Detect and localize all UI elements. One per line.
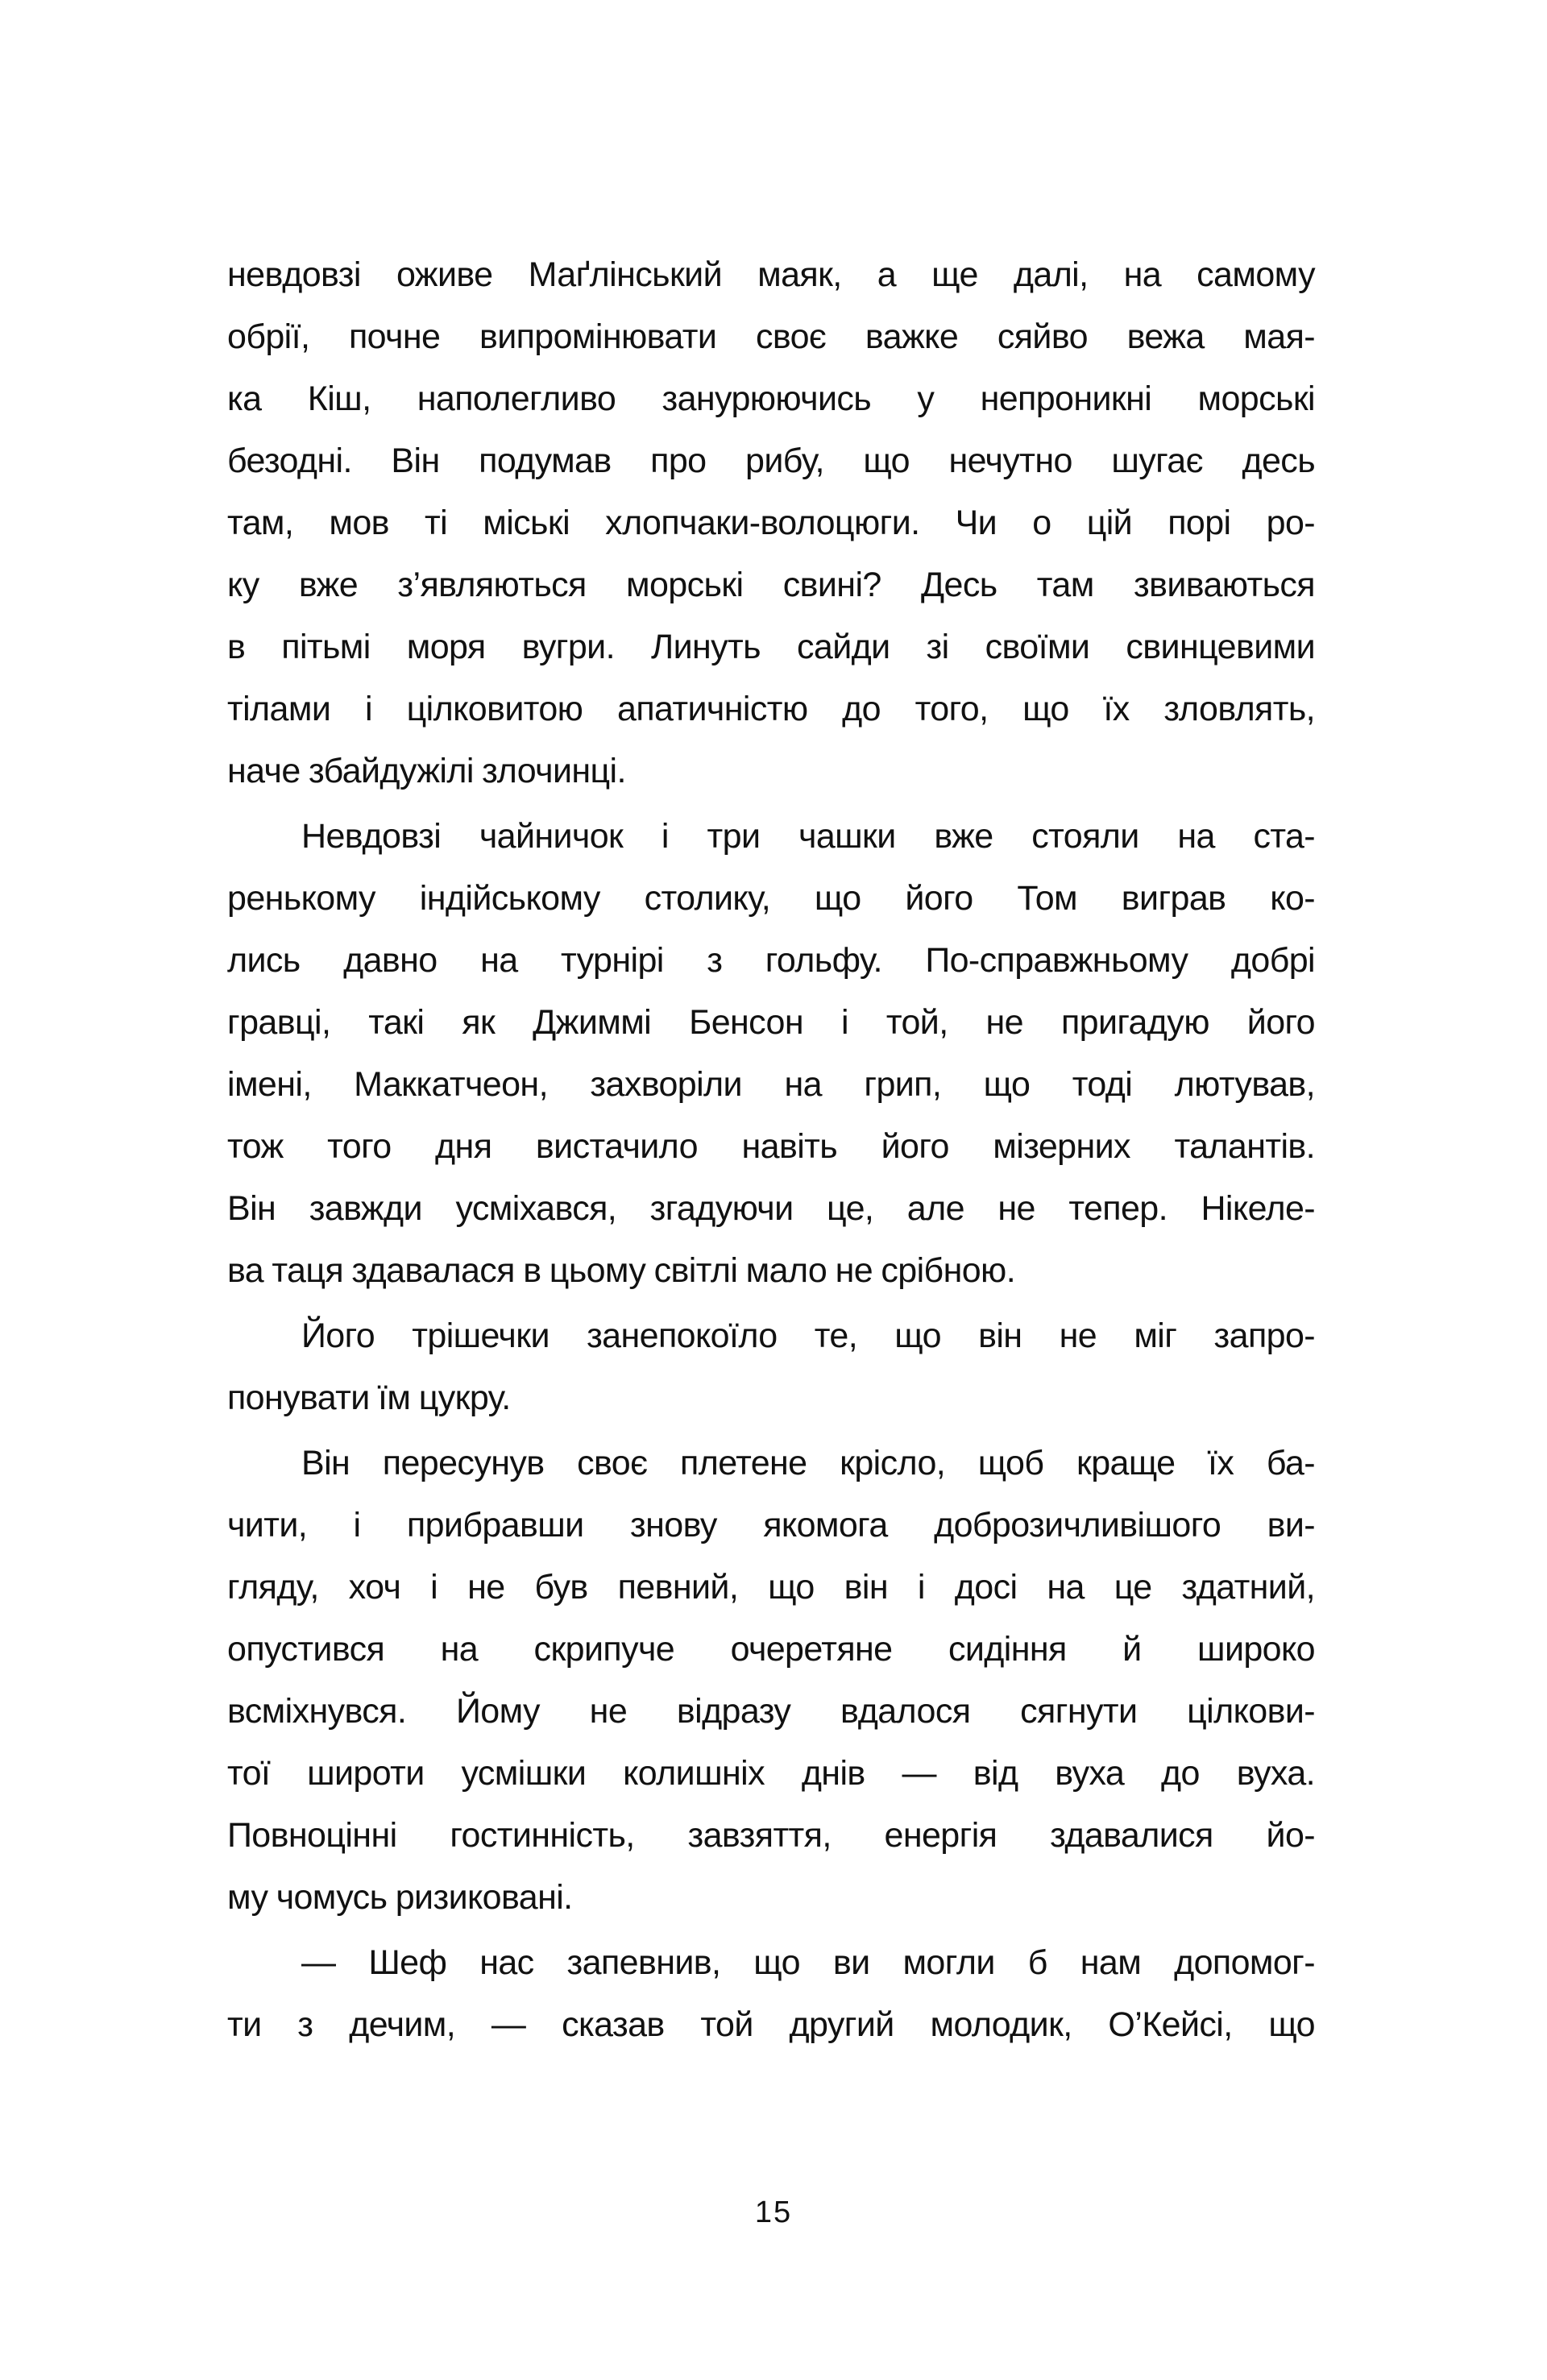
text-line: ва таця здавалася в цьому світлі мало не срібною. xyxy=(227,1251,1016,1290)
text-line: Повноцінні гостинність, завзяття, енергія здавалися йо- xyxy=(227,1816,1315,1855)
text-line: обрії, почне випромінювати своє важке сяйво вежа мая- xyxy=(227,317,1315,356)
body-text xyxy=(227,244,1315,2056)
text-line: ренькому індійському столику, що його Том виграв ко- xyxy=(227,879,1315,918)
text-line: тілами і цілковитою апатичністю до того, що їх зловлять, xyxy=(227,690,1315,728)
text-line: ка Кіш, наполегливо занурюючись у непроникні морські xyxy=(227,379,1315,418)
text-line: понувати їм цукру. xyxy=(227,1379,511,1417)
text-line: ку вже з’являються морські свині? Десь там звиваються xyxy=(227,566,1315,604)
text-line: опустився на скрипуче очеретяне сидіння й широко xyxy=(227,1630,1315,1669)
page-number: 15 xyxy=(754,2195,793,2229)
paragraph xyxy=(227,1305,1315,1429)
text-line: му чомусь ризиковані. xyxy=(227,1878,573,1917)
paragraph xyxy=(227,1433,1315,1929)
paragraph xyxy=(227,1932,1315,2056)
text-line: наче збайдужілі злочинці. xyxy=(227,752,626,790)
text-line: Він пересунув своє плетене крісло, щоб краще їх ба- xyxy=(301,1444,1315,1482)
text-line: Він завжди усміхався, згадуючи це, але не тепер. Нікеле- xyxy=(227,1189,1315,1228)
text-line: Невдовзі чайничок і три чашки вже стояли на ста- xyxy=(301,817,1315,856)
text-line: лись давно на турнірі з гольфу. По-справжньому добрі xyxy=(227,941,1315,980)
text-line: Його трішечки занепокоїло те, що він не міг запро- xyxy=(301,1316,1315,1355)
text-line: гравці, такі як Джиммі Бенсон і той, не пригадую його xyxy=(227,1003,1315,1042)
text-line: в пітьмі моря вугри. Линуть сайди зі своїми свинцевими xyxy=(227,628,1315,666)
paragraph xyxy=(227,244,1315,802)
text-line: — Шеф нас запевнив, що ви могли б нам допомог- xyxy=(301,1943,1315,1982)
text-line: імені, Маккатчеон, захворіли на грип, що тоді лютував, xyxy=(227,1065,1315,1104)
text-line: тож того дня вистачило навіть його мізерних талантів. xyxy=(227,1127,1315,1166)
text-line: всміхнувся. Йому не відразу вдалося сягнути цілкови- xyxy=(227,1692,1315,1731)
text-line: чити, і прибравши знову якомога доброзичливішого ви- xyxy=(227,1506,1315,1545)
paragraph xyxy=(227,806,1315,1302)
text-line: гляду, хоч і не був певний, що він і досі на це здатний, xyxy=(227,1568,1315,1607)
text-line: тої широти усмішки колишніх днів — від вуха до вуха. xyxy=(227,1754,1315,1793)
text-line: невдовзі оживе Маґлінський маяк, а ще далі, на самому xyxy=(227,255,1315,294)
text-line: там, мов ті міські хлопчаки-волоцюги. Чи о цій порі ро- xyxy=(227,504,1315,542)
text-line: безодні. Він подумав про рибу, що нечутно шугає десь xyxy=(227,442,1315,480)
text-line: ти з дечим, — сказав той другий молодик, О’Кейсі, що xyxy=(227,2005,1315,2044)
